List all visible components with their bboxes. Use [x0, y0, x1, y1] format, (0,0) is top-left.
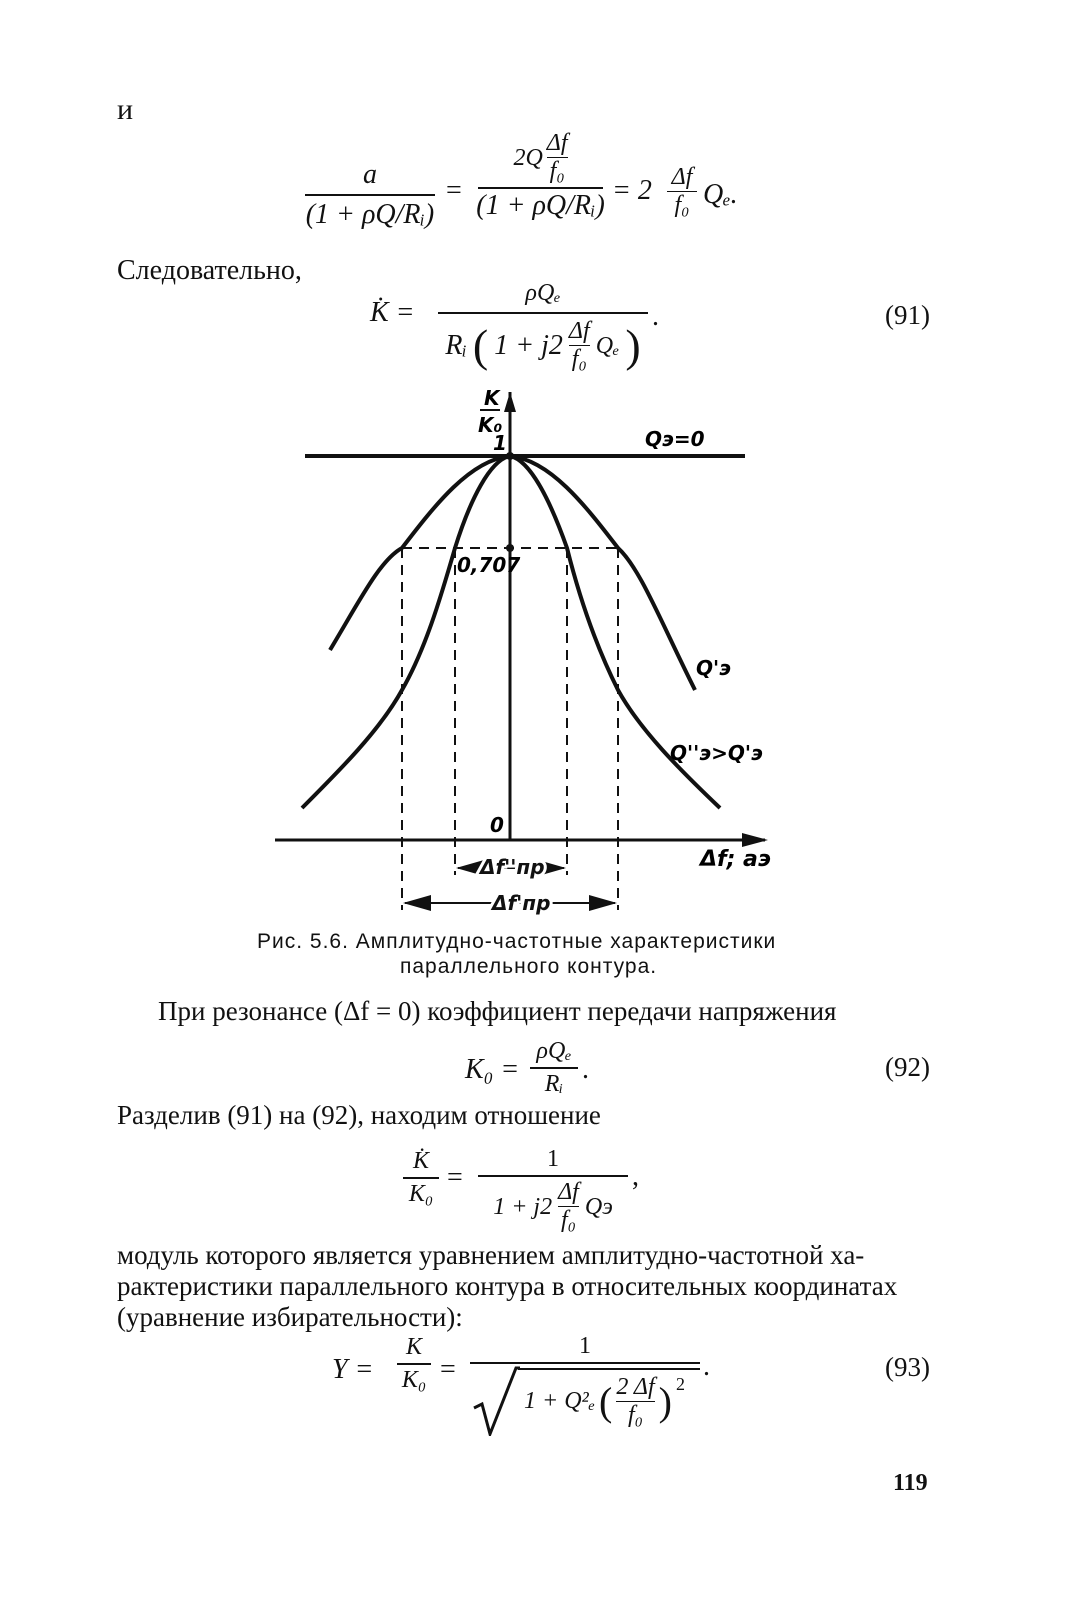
y-axis-arrow [504, 392, 516, 412]
leading-word: и [117, 93, 134, 126]
level-0707-point [506, 544, 514, 552]
eq93-k-fraction [397, 1334, 431, 1394]
eq-a-equals-1: = [446, 175, 462, 206]
eq91-den-f0: f₀ [571, 346, 587, 372]
eq92-lhs: K₀ = [465, 1054, 520, 1085]
paragraph-modulus-l3: (уравнение избирательности): [117, 1302, 463, 1332]
amplitude-frequency-figure [0, 380, 1067, 920]
page-number: 119 [893, 1470, 928, 1496]
eq-a-rhs-df: Δf [671, 164, 693, 190]
eq92-number: (92) [885, 1052, 930, 1082]
eq92-fraction [530, 1038, 578, 1098]
ratio-lhs-denominator: K₀ [408, 1181, 434, 1207]
eq-a-lhs-fraction [305, 160, 435, 230]
ratio-fraction [478, 1146, 628, 1234]
eq93-equals: = [440, 1354, 456, 1385]
eq92-period: . [582, 1054, 589, 1085]
label-0707: 0,707 [457, 553, 521, 577]
ratio-den-f0: f₀ [560, 1207, 576, 1233]
paragraph-modulus-l1: модуль которого является уравнением амплитудно-частотной ха- [117, 1240, 865, 1270]
eq91-number: (91) [885, 300, 930, 330]
eq-a-rhs-fraction [667, 164, 697, 219]
eq91-fraction: ρQₑ Rᵢ ( 1 + j2 Δf f₀ Qₑ ) [438, 278, 648, 373]
paragraph-resonance: При резонансе (Δf = 0) коэффициент передачи напряжения [158, 996, 837, 1026]
paragraph-modulus-l2: рактеристики параллельного контура в относительных координатах [117, 1271, 898, 1301]
ratio-comma: , [632, 1161, 639, 1192]
eq-a-lhs-numerator: a [363, 159, 377, 190]
eq-a-mid-num-2q: 2Q [513, 144, 543, 171]
eq-a-mid-fraction [478, 130, 603, 221]
word-consequently: Следовательно, [117, 255, 302, 286]
eq93-den-pre: 1 + Q²ₑ [524, 1388, 596, 1414]
label-band2: Δf''пр [480, 855, 545, 879]
ratio-den-df: Δf [558, 1179, 579, 1205]
eq-a-lhs-denominator: (1 + ρQ/Rᵢ) [305, 199, 435, 230]
label-one: 1 [493, 431, 507, 455]
eq93-lhs: Y = [332, 1354, 374, 1385]
eq91-den-q: Qₑ [595, 332, 620, 359]
label-q-zero: Qэ=0 [645, 427, 705, 451]
eq92-numerator: ρQₑ [536, 1038, 572, 1064]
eq91-den-inner: 1 + j2 [494, 329, 563, 361]
ratio-lhs-fraction [403, 1148, 439, 1208]
eq91-lhs: K̇ = [370, 297, 415, 328]
y-label-numerator: K [484, 386, 500, 410]
label-q-prime: Q'э [696, 656, 731, 680]
ratio-den-pre: 1 + j2 [493, 1193, 553, 1220]
sqrt-sign [470, 1366, 520, 1436]
eq-a-rhs-f0: f₀ [674, 192, 690, 218]
y-label-denominator: K₀ [478, 413, 503, 437]
label-band1: Δf'пр [492, 891, 551, 915]
eq93-den-frac-num: 2 Δf [616, 1374, 655, 1400]
eq91-den-df: Δf [568, 318, 590, 344]
eq93-k-numerator: K [405, 1334, 422, 1360]
ratio-lhs-numerator: K̇ [412, 1148, 429, 1174]
eq92-denominator: Rᵢ [544, 1071, 564, 1097]
eq-a-mid-df: Δf [546, 130, 568, 156]
eq93-k-denominator: K₀ [401, 1367, 427, 1393]
ratio-equals: = [447, 1162, 463, 1193]
label-origin: 0 [490, 813, 504, 837]
eq-a-rhs-2: = 2 [612, 175, 652, 206]
eq93-number: (93) [885, 1352, 930, 1382]
eq91-den-ri: Rᵢ [445, 329, 467, 361]
paragraph-divide: Разделив (91) на (92), находим отношение [117, 1100, 601, 1130]
eq91-period: . [652, 301, 659, 332]
label-x-axis: Δf; aэ [700, 847, 771, 872]
label-q-double-prime: Q''э>Q'э [670, 741, 763, 765]
eq-a-mid-denominator: (1 + ρQ/Rᵢ) [476, 190, 605, 221]
eq-a-mid-f0: f₀ [549, 158, 565, 184]
x-axis-arrow [742, 833, 768, 847]
figure-caption-line1: Рис. 5.6. Амплитудно-частотные характеристики [257, 930, 777, 953]
figure-caption-line2: параллельного контура. [400, 955, 658, 978]
eq93-den-frac-den: f₀ [628, 1402, 644, 1428]
eq93-den-square: 2 [676, 1374, 685, 1394]
eq93-numerator: 1 [579, 1333, 591, 1359]
eq-a-rhs-q: Qₑ. [703, 179, 738, 210]
ratio-numerator: 1 [547, 1146, 559, 1172]
eq93-period: . [703, 1351, 710, 1382]
eq91-numerator: ρQₑ [525, 280, 561, 306]
ratio-den-q: Qэ [584, 1193, 613, 1220]
eq93-fraction: 1 1 + Q²ₑ ( 2 Δf f₀ ) 2 [470, 1333, 700, 1434]
